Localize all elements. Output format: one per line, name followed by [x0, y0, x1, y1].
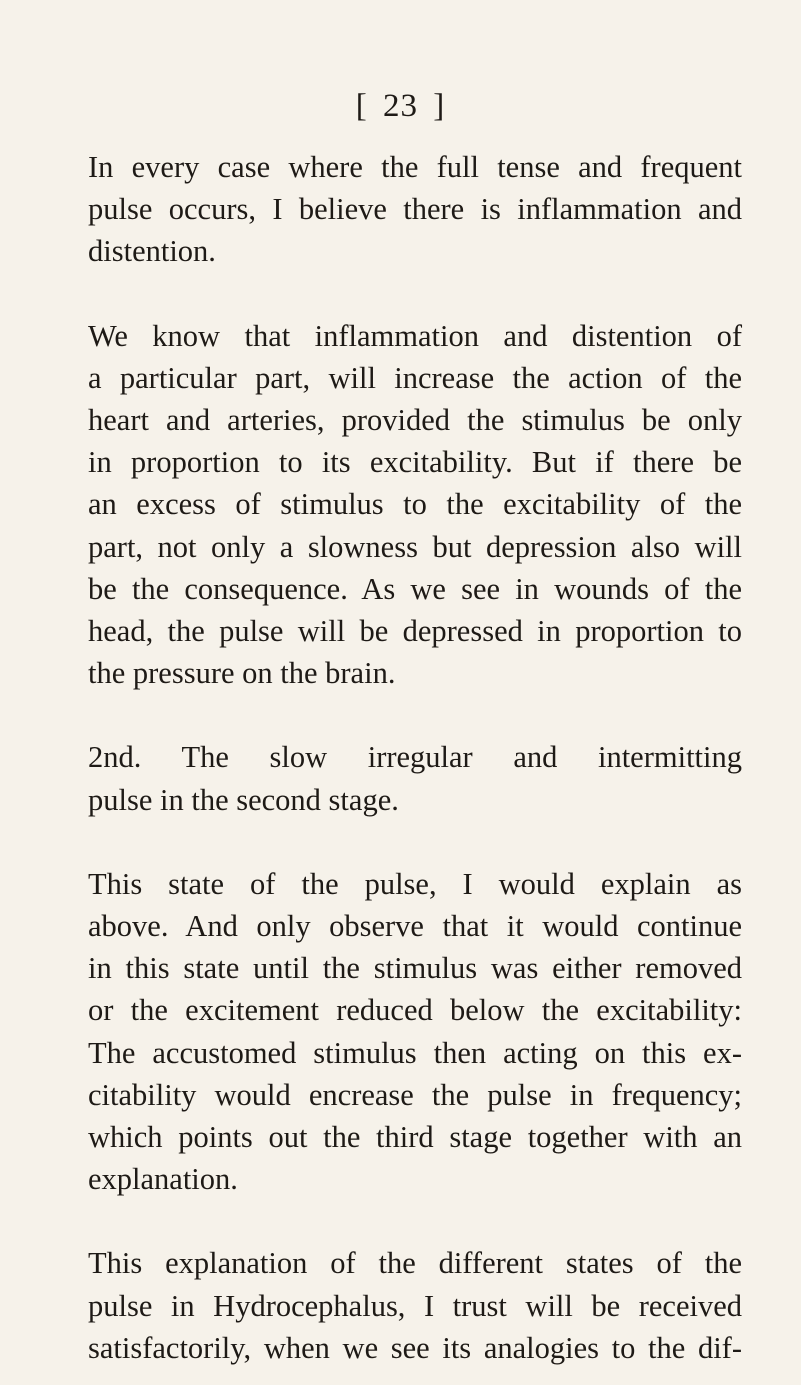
text-line: The accustomed stimulus then acting on this ex- — [88, 1035, 742, 1070]
text-line: head, the pulse will be depressed in proportion to — [88, 614, 742, 649]
text-line: in this state until the stimulus was either removed — [88, 951, 742, 986]
text-line: citability would encrease the pulse in frequency; — [88, 1077, 742, 1112]
text-line: We know that inflammation and distention of — [88, 318, 742, 353]
text-line: pulse in the second stage. — [88, 782, 399, 817]
text-line: which points out the third stage together with an — [88, 1120, 742, 1155]
text-line: heart and arteries, provided the stimulus be only — [88, 403, 742, 438]
text-line: above. And only observe that it would continue — [88, 909, 742, 944]
text-line: In every case where the full tense and frequent — [88, 150, 742, 184]
text-line: explanation. — [88, 1162, 238, 1197]
text-line: the pressure on the brain. — [88, 656, 396, 691]
text-line: distention. — [88, 234, 216, 269]
text-line: satisfactorily, when we see its analogies to the dif- — [88, 1330, 742, 1365]
text-line: part, not only a slowness but depression also will — [88, 529, 742, 564]
paragraph-2 — [42, 315, 742, 695]
text-line: be the consequence. As we see in wounds of the — [88, 571, 742, 606]
paragraph-4 — [42, 863, 742, 1201]
page-number: [ 23 ] — [355, 88, 446, 124]
text-line: pulse occurs, I believe there is inflammation and — [88, 192, 742, 227]
paragraph-1 — [42, 146, 742, 273]
text-line: pulse in Hydrocephalus, I trust will be received — [88, 1288, 742, 1323]
text-line: in proportion to its excitability. But if there be — [88, 445, 742, 480]
text-line: 2nd. The slow irregular and intermitting — [88, 740, 742, 775]
page-body-text — [42, 146, 742, 1369]
paragraph-5 — [42, 1242, 742, 1369]
text-line: a particular part, will increase the action of the — [88, 360, 742, 395]
text-line: This explanation of the different states of the — [88, 1246, 742, 1281]
text-line: or the excitement reduced below the excitability: — [88, 993, 742, 1028]
paragraph-3 — [42, 736, 742, 820]
text-line: an excess of stimulus to the excitability of the — [88, 487, 742, 522]
text-line: This state of the pulse, I would explain as — [88, 866, 742, 901]
